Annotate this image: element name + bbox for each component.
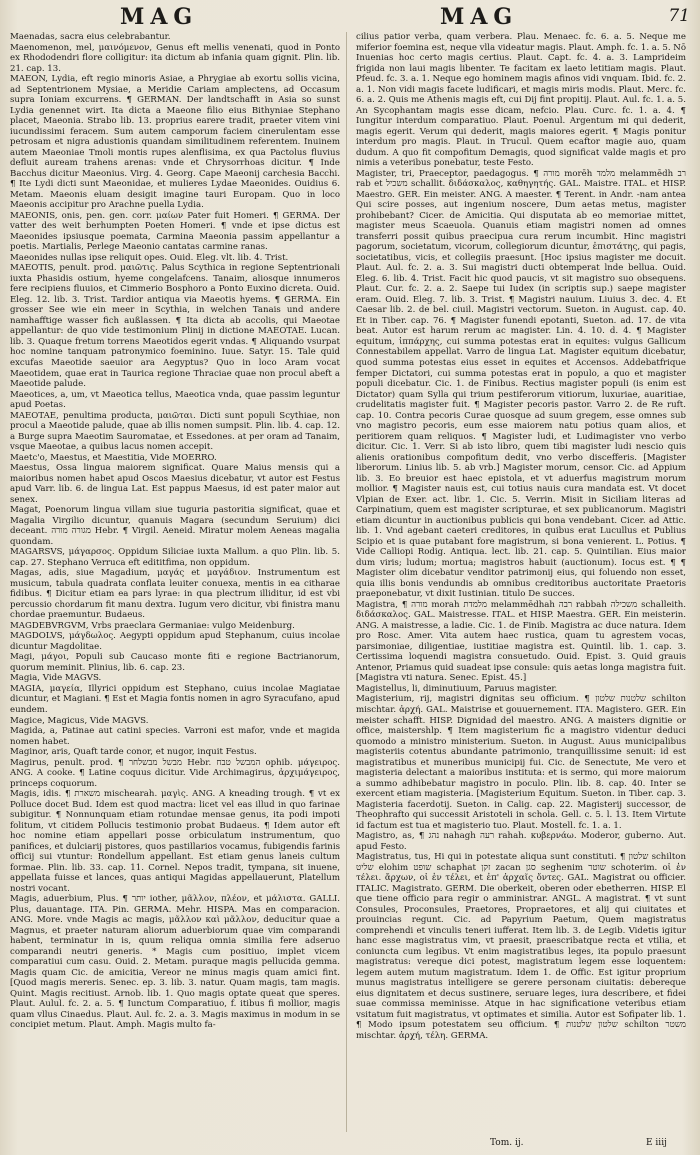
dictionary-entry: MAGDEBVRGVM, Vrbs praeclara Germaniae: vulgo Meidenburg. bbox=[10, 620, 295, 631]
dictionary-entry: Maestus, Ossa lingua maiorem significat. Quare Maius mensis qui a maioribus nomen habet apud Oscos Maesius dicebatur, vt autor est Festus apud Varr. lib. 6. de lingua Lat. Est pappus Maesus, id est pater maior aut senex. bbox=[10, 463, 340, 505]
dictionary-entry: Magister, tri, Praeceptor, paedagogus. ¶ מורה morēh מלמד melammēdh רב rab et משכיל schallit. διδάσκαλος, καθηγητής. GAL. Maistre. ITAL. et HISP. Maestro. GER. Ein meister. ANG. A maester. ¶ Terent. in Andr. -nam antea Qui scire posses, aut ingenium noscere, Dum aetas metus, magister prohibebant? Cicer. de Amicitia. Qui disputata ab eo memoriae mittet, magister meus Scaeuola. Quanuis etiam magistri nomen ad omnes transferri possit quibus praecipua cura rerum incumbit. Hinc magistri pagorum, societatum, vicorum, collegiorum dicuntur, ἐπιστάτης, qui pagis, societatibus, vicis, et collegiis praesunt. [Hoc ipsius magister me docuit. Plaut. Aul. fc. 2. a. 3. Sui magistri ducti obtemperat lnde bellua. Ouid. Eleg. 6. lib. 4. Trist. Facit hic quod paucis, vt sit magistro suo obsequens. Plaut. Cur. fc. 2. a. 2. Saepe tui Iudex (in scriptis sup.) saepe magister eram. Ouid. Eleg. 7. lib. 3. Trist. ¶ Magistri nauium. Liuius 3. dec. 4. Et Caesar lib. 2. de bel. ciuil. Magistri vectorum. Sueton. in August. cap. 40. Et in Tiber. cap. 76. ¶ Magister funendi epotanti, Sueton. ad. 17. de vita beat. Autor est harum rerum ac magister. Lin. 4. 10. d. 4. ¶ Magister equitum, ἱππάρχης, cui summa potestas erat in equites: vulgus Gallicum Connestabilem appellat. Varro de lingua Lat. Magister equitum dicebatur, quod summa potestas eius esset in equites et Accensos. Addebatfrique femper Dictatori, cui summa potestas erat in populo, a quo et magister populi dicebatur. Cic. 1. de Finibus. Rectius magister populi (is enim est Dictator) quam Sylla qui trium pestiferorum vitiorum, luxuriae, auaritiae, crudelitatis magister fuit. ¶ Magister pecoris pastor. Varro 2. de Re ruft. cap. 10. Contra pecoris Curae quosque ad suum gregem, esse omnes sub vno magistro pecoris, eum esse maiorem natu potius quam alios, et peritiorem quam reliquos. ¶ Magister ludi, et Ludimagister vno verbo dicitur. Cic. 1. Verr. Si ab isto libro, quem tibi magister ludi nescio quis alienis orationibus compofitum dedit, vno verbo discefferis. [Magister liberorum. Linius lib. 5. ab vrb.] Magister morum, censor. Cic. ad Appium lib. 3. Eo breuior est haec epistola, et vt aduerfus magistrum morum mollior. ¶ Magister nauis est, cui totius nauis cura mandata est. Vt docet Vlpian de Exer. act. libr. 1. Cic. 5. Verrin. Misit in Siciliam literas ad Carpinatium, quem est magister scripturae, et sex publicanorum. Magistri etiam dicuntur in auctionibus publicis qui bona vendebant. Cicer. ad Attic. lib. 1. Vnd agebant caeteri creditores, in quibus erat Lucullus et Publius Scipio et is quae putabant fore magistrum, si bona venierent. L. Potius. ¶ Vide Calliopi Rodig. Antiqua. lect. lib. 21. cap. 5. Quintilian. Eius maior dum viris; ludum; mortua; magistros habuit (auctionum). Iocus est. ¶ ¶ Magister olim dicebatur venditor patrimonij eius, qui foluendo non esset, quia illis bonis vendundis ab omnibus creditoribus auctoritate Praetoris praeponebatur, vt dixit Iustinian. titulo De succes. bbox=[356, 168, 686, 600]
dictionary-entry: Magistellus, li, diminutiuum, Paruus magister. bbox=[356, 683, 558, 694]
dictionary-entry: MAEOTAE, penultima producta, μαιῶται. Dicti sunt populi Scythiae, non procul a Maeotide palude, quae ab illis nomen sumpsit. Plin. lib. 4. cap. 12. a Burge supra Maeotim Sauromatae, et Essedones. at per oram ad Tanaim, vsque Maeotae, a quibus lacus nomen accepit. bbox=[10, 410, 340, 453]
dictionary-entry: Maetc'o, Maestus, et Maestitia, Vide MOERRO. bbox=[10, 452, 217, 463]
dictionary-entry: Maenadas, sacra eius celebrabantur. bbox=[10, 32, 171, 42]
page-footer bbox=[0, 1138, 700, 1152]
right-column bbox=[356, 32, 686, 1132]
dictionary-entry: Magirus, penult. prod. ¶ מבשל מבשלחר Hebr. המבשל טבח ophib. μάγειρος. ANG. A cooke. ¶ Latine coquus dicitur. Vide Archimagirus, ἀρχιμάγειρος, princeps coquorum. bbox=[10, 757, 340, 789]
dictionary-entry: Magis, idis. ¶ משארת mischearah. μαγὶς. ANG. A kneading trough. ¶ vt ex Polluce docet Bud. Idem est quod mactra: licet vel eas illud in quo farinae subigitur. ¶ Nonnunquam etiam rotundae mensae genus, ita podi impoti folitum, vt citidem Pollucis testimonio probat Budaeus. ¶ Idem autor eft hoc nomine etiam appellari posse orbiculatum instrumentum, quo panifices, et dulciarij pistores, quos pastillarios vocamus, fubigendis farinis officij sui vtuntur: Rondellum appellant. Est etiam genus laneis cultum formae. Plin. lib. 33. cap. 11. Cornel. Nepos tradit, tympana, sit inuene, appellata fuisse et lances, quas antiqui Magidas appellauerunt, Platellum nostri vocant. bbox=[10, 789, 340, 894]
volume-marker: Tom. ij. bbox=[490, 1138, 524, 1148]
left-column bbox=[10, 32, 340, 1132]
dictionary-entry: MAGDOLVS, μάγδωλος. Aegypti oppidum apud Stephanum, cuius incolae dicuntur Magdolitae. bbox=[10, 631, 340, 652]
page-number: 71 bbox=[668, 6, 690, 26]
dictionary-entry: Magat, Poenorum lingua villam siue tuguria pastoritia significat, quae et Magalia Virgilio dicuntur, quanuis Magara (secundum Seruium) dici deceant. מגורה מורה Hebr. ¶ Virgil. Aeneid. Miratur molem Aeneas magalia quondam. bbox=[10, 505, 340, 547]
dictionary-entry: Magis, aduerbium, Plus. ¶ יותר iother, μᾶλλον, πλέον, et μάλιστα. GALLI. Plus, dauantage. ITA. Pin. GERMA. Mehr. HISPA. Mas en comparacion. ANG. More. vnde Magis ac magis, μᾶλλον καὶ μᾶλλον, deducitur quae a Magnus, et praeter naturam aliorum aduerbiorum quae vim comparandi habent, terminatur in is, quum reliqua omnia similia fere adseruo comparandi neutri generis. * Magis cum positiuo, implet vicem comparatiui cum casu. Ouid. 2. Metam. puraque magis pellucida gemma. Magis quam Cic. de amicitia, Vereor ne minus magis quam amici fint. [Quod magis mereris. Senec. ep. 3. lib. 3. natur. Quam magis, tam magis. Quint. Magis recitiust. Arnob. lib. 1. Quo magis optate queat que speres. Plaut. Aulul. fc. 2. a. 5. ¶ Iunctum Comparatiuo, f. itibus fi mollior, magis quam vllus Cinaedus. Plaut. Aul. fc. 2. a. 3. Magis maximus in modum in se concipiet metum. Plaut. Amph. Magis multo fa- bbox=[10, 894, 340, 1031]
dictionary-entry: cilius patior verba, quam verbera. Plau. Menaec. fc. 6. a. 5. Neque me miferior foemina est, neque vlla videatur magis. Plaut. Amph. fc. 1. a. 5. Nō Inuenias hoc certo magis certius. Plaut. Capt. fc. 4. a. 3. Lamprideim frigida non laui magis libenter. Te facitam ex laeto letitiam magis. Plaut. Pfeud. fc. 3. a. 1. Neque ego hominem magis afinos vidi vnquam. Ibid. fc. 2. a. 1. Non vidi magis facete ludificari, et magis miris modis. Plaut. Merc. fc. 6. a. 2. Quis me Athenis magis eft, cui Dij fint propitij. Plaut. Aul. fc. 1. a. 5. An Sycophantam magis esse dicam, nefcio. Plau. Curc. fc. 1. a. 4. ¶ Iungitur interdum comparatiuo. Plaut. Poenul. Argentum mi qui dederit, magis egerit. Verum qui dederit, magis maiores egerit. ¶ Magis ponitur interdum pro magis. Plaut. in Trucul. Quem ecaftor magie auo, quam dudum. A quo fit compofitum Demagis, quod significat valde magis et pro nimis a veteribus ponebatur, teste Festo. bbox=[356, 32, 686, 169]
dictionary-entry: Magisterium, rij, magistri dignitas seu officium. ¶ שלטנות שלטון schilton mischtar. ἀρχή. GAL. Maistrise et gouuernement. ITA. Magistero. GER. Ein meister schafft. HISP. Dignidad del maestro. ANG. A maisters dignitie or office, maistershlp. ¶ Item magisterium fic a magistro videntur deduci quomodo a ministro ministerium. Sueton. in August. Auus municipalibus magisteriis cotentus abundante patrimonio, tranquillissime senuit: id est magistratibus et muneribus municipij fui. Cic. de Senectute, Me vero et magisteria delectant a maioribus instituta: et is sermo, qui more maiorum a summo adhibebatur magistro in poculo. Plin. lib. 8. cap. 40. Inter se exercent etiam magisteria. [Magisterium Equitum. Sueton. in Tiber. cap. 3. Magisteria facerdotij. Sueton. in Calig. cap. 22. Magisterij successor, de Theophrafto qui successit Aristoteli in schola. Gell. c. 5. l. 13. Item Virtute id factum est tua et magisterio tuo. Plaut. Mostell. fc. 1. a. 1. bbox=[356, 694, 686, 831]
dictionary-entry: Maenomenon, mel, μαινόμενον, Genus eft mellis venenati, quod in Ponto ex Rhododendri flore colligitur: ita dictum ab infania quam gignit. Plin. lib. 21. cap. 13. bbox=[10, 42, 340, 74]
dictionary-entry: Maeotices, a, um, vt Maeotica tellus, Maeotica vnda, quae passim leguntur apud Poetas. bbox=[10, 389, 340, 411]
left-running-head: MAG bbox=[120, 4, 199, 30]
dictionary-entry: MAEOTIS, penult. prod. μαιῶτις. Palus Scythica in regione Septentrionali iuxta Phasidis ostium, hyeme congelafcens. Tanaim, aliosque innumeros fere recipiens fluuios, et Cimmerio Bosphoro a Ponto Euxino dicreta. Ouid. Eleg. 12. lib. 3. Trist. Tardior antiqua via Maeotis hyems. ¶ GERMA. Ein grosser See wie ein meer in Scythia, in welchen Tanais und andere namhafftige wasser fich außlassen. ¶ Ita dicta ab accolis, qui Maeotae appellantur: de quo vide testimonium Plinij in dictione MAEOTAE. Lucan. lib. 3. Quaque fretum torrens Maeotidos egerit vndas. ¶ Aliquando vsurpat hoc nomine tanquam patronymico foeminino. Iuue. Satyr. 15. Tale quid excufas Maeotide saeuior ara Aegyptus? Quo in loco Aram vocat Maeotidem, quae erat in Taurica regione Thraciae quae non procul abeft a Maeotide palude. bbox=[10, 263, 340, 390]
page-header bbox=[0, 4, 700, 30]
dictionary-entry: MAGARSVS, μάγαρσος. Oppidum Siliciae iuxta Mallum. a quo Plin. lib. 5. cap. 27. Stephano Verruca eft edititfima, non oppidum. bbox=[10, 547, 340, 568]
signature-mark: E iiij bbox=[646, 1138, 667, 1148]
dictionary-entry: MAEONIS, onis, pen. gen. corr. μαίων Pater fuit Homeri. ¶ GERMA. Der vatter des weit berhumpten Poeten Homeri. ¶ vnde et ipse dictus est Maeonides ipsiusque poemata, Carmina Maeonia passim appellantur a poetis. Martialis, Perlege Maeonio cantatas carmine ranas. bbox=[10, 210, 340, 253]
dictionary-entry: Magia, Vide MAGVS. bbox=[10, 673, 102, 684]
column-divider bbox=[346, 32, 347, 1132]
right-running-head: MAG bbox=[440, 4, 519, 30]
dictionary-entry: Magistra, ¶ מורה morah מלמדת melammēdhah רבה rabbah משכילה schalleith. διδάσκαλος. GAL. Maistresse. ITAL. et HISP. Maestra. GER. Ein meisterin. ANG. A maistresse, a ladie. Cic. 1. de Finib. Magistra ac duce natura. Idem pro Rosc. Amer. Vita autem haec rustica, quam tu agrestem vocas, parsimoniae, diligentiae, iustitiae magistra est. Quintil. lib. 1. cap. 3. Certissima loquendi magistra consuetudo. Ouid. Epist. 3. Quid grauis Antenor, Priamus quid suadeat ipse consule: quis aetas longa magistra fuit. [Magistra vti natura. Senec. Epist. 45.] bbox=[356, 599, 686, 684]
dictionary-entry: Magas, adis, siue Magadium, μαγάς et μαγάδιον. Instrumentum est musicum, tabula quadrata conflata leuiter conuexa, mentis in ea citharae fidibus. ¶ Dicitur etiam ea pars lyrae: in qua plectrum illiditur, id est vbi percussio chordarum fit manu dextra. Iugum vero dicitur, vbi finistra manu chordae praemuntur. Budaeus. bbox=[10, 568, 340, 621]
dictionary-entry: MAEON, Lydia, eft regio minoris Asiae, a Phrygiae ab exortu sollis vicina, ad Septentrionem Mysiae, a Meridie Cariam amplectens, ad Occasum supra Ioniam excurrens. ¶ GERMAN. Der landtschafft in Asia so sunst Lydia genennet wirt. Ita dicta a Maeone filio eius Bithyniae Stephano placet, Maeonia. Strabo lib. 13. proprius earere tradit, praeter vitem vini iucundissimi feracem. Sum autem camporum faciem cinerulentam esse petrosam et nigra adustionis quandam similitudinem referentem. Inuinem autem Maeoniae Tmoli montis rupes alenflisima, ex qua Pactolus fluvius defluit auream trahens arenas: vnde et Chrysorrhoas dicitur. ¶ Inde Bacchus dicitur Maeonius. Virg. 4. Georg. Cape Maeonij carchesia Bacchi. ¶ Ite Lydi dicti sunt Maeonidae, et mulieres Lydae Maeonides. Ouidius 6. Metam. Maeonis eluam desigit imagine tauri Europam. Quo in loco Maeonis accipitur pro Arachne puella Lydia. bbox=[10, 74, 340, 211]
dictionary-entry: Magistro, as, ¶ נהג nahagh רעה rahah. κυβερνάω. Moderor, guberno. Aut. apud Festo. bbox=[356, 831, 686, 852]
dictionary-entry: Magida, a, Patinae aut catini species. Varroni est mafor, vnde et magida nomen habet. bbox=[10, 726, 340, 747]
dictionary-entry: MAGIA, μαγεία, Illyrici oppidum est Stephano, cuius incolae Magiatae dicuntur, et Magiani. ¶ Est et Magia fontis nomen in agro Syracufano, apud eundem. bbox=[10, 683, 340, 715]
dictionary-entry: Maeonides nullas ipse reliquit opes. Ouid. Eleg. vlt. lib. 4. Trist. bbox=[10, 252, 289, 263]
dictionary-entry: Magice, Magicus, Vide MAGVS. bbox=[10, 715, 149, 726]
dictionary-entry: Magistratus, tus, Hi qui in potestate aliqua sunt constituti. ¶ שלטון schilton שליט elohim שופט schaphat זקן zacan סגן seghenim שוטר schoterim. οἱ ἐν τέλει. ἄρχων, οἱ ἐν τέλει, et ἐπ' ἀρχαῖς ὄντες. GAL. Magistrat ou officier. ITALIC. Magistrato. GERM. Die oberkeit, oberen oder ebetherren. HISP. El que tiene officio para regir o amministrar. ANGL. A magistrat. ¶ vt sunt Consules, Proconsules, Praetores, Propraetores, et alij qui ciuitates et prouincias regunt. Cic. ad Papyrium Paetum, Quem magistratus comprehendi et vinculis teneri iufferat. Item lib. 3. de Legib. Videtis igitur hanc esse magistratus vim, vt praesit, praescribatque recta et vtilia, et coniuncta cum legibus. Vt enim magistratibus leges, ita populo praesunt magistratus: vereque dici potest, magistratum legem esse loquentem: legem autem mutum magistratum. Idem 1. de Offic. Est igitur proprium munus magistratus intelligere se gerere personam ciuitatis: debereque eius dignitatem et decus sustinere, seruare leges, iura describere, et fidei suae commissa meminisse. Atque in hac significatione veteribus etiam vsitatum fuit magistratus, vt optimates et similia. Autor est Sofipater lib. 1. ¶ Modo ipsum potestatem seu officium. ¶ שלטון שלטנות schilton משטר mischtar. ἀρχή, τέλη. GERMA. bbox=[356, 852, 686, 1041]
dictionary-entry: Magi, μάγοι, Populi sub Caucaso monte fiti e regione Bactrianorum, quorum meminit. Plinius, lib. 6. cap. 23. bbox=[10, 652, 340, 673]
dictionary-entry: Maginor, aris, Quaft tarde conor, et nugor, inquit Festus. bbox=[10, 747, 257, 758]
